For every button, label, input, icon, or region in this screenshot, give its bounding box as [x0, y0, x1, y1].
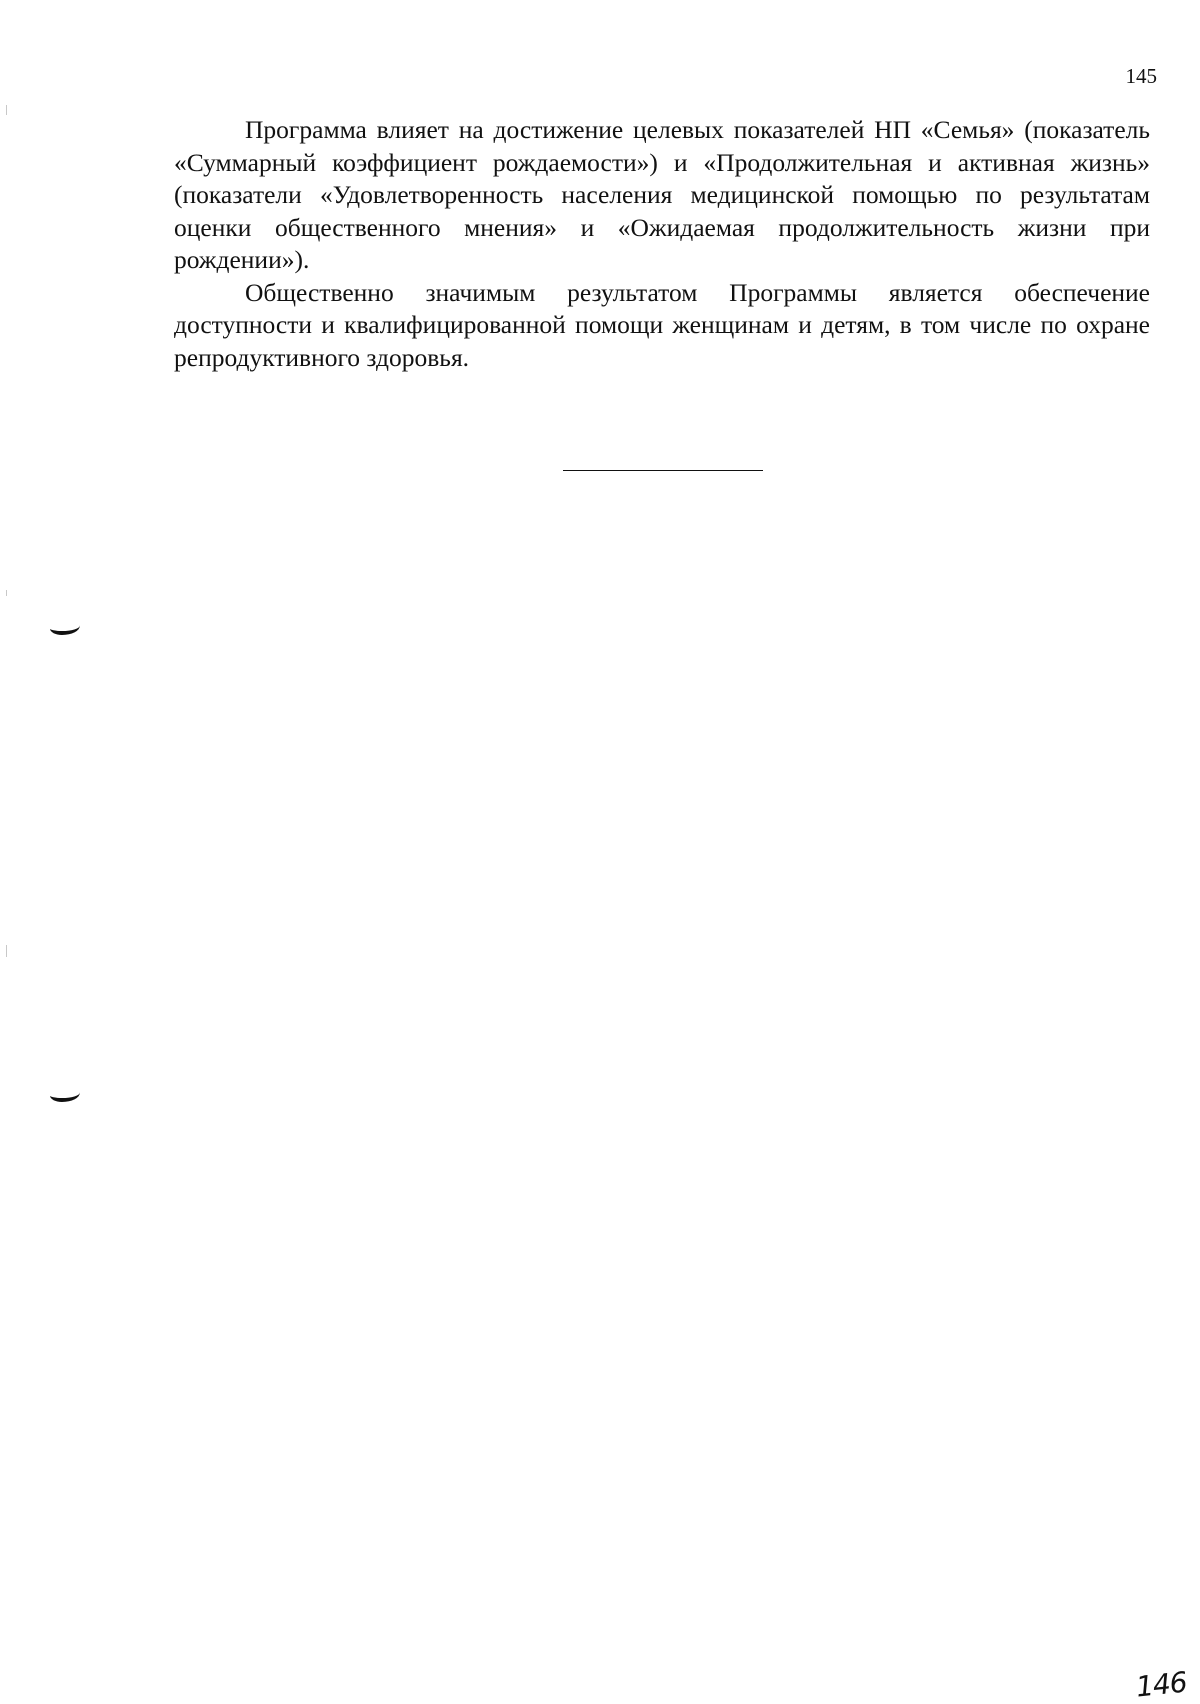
scan-edge-speck	[6, 590, 7, 596]
handwritten-folio-number: 146	[1133, 1665, 1188, 1704]
scan-edge-speck	[6, 945, 7, 957]
hole-punch-mark-icon	[50, 1086, 80, 1102]
body-text	[174, 114, 1150, 374]
paragraph-social-result: Общественно значимым результатом Программы является обеспечение доступности и квалифицированной помощи женщинам и детям, в том числе по охране репродуктивного здоровья.	[174, 277, 1150, 372]
scan-edge-speck	[6, 105, 7, 115]
hole-punch-mark-icon	[50, 619, 80, 635]
page-number: 145	[1125, 64, 1157, 88]
paragraph-target-indicators: Программа влияет на достижение целевых показателей НП «Семья» (показатель «Суммарный коэффициент рождаемости») и «Продолжительная и активная жизнь» (показатели «Удовлетворенность населения медицинской помощью по результатам оценки общественного мнения» и «Ожидаемая продолжительность жизни при рождении»).	[174, 115, 1150, 274]
section-end-divider	[563, 470, 763, 471]
